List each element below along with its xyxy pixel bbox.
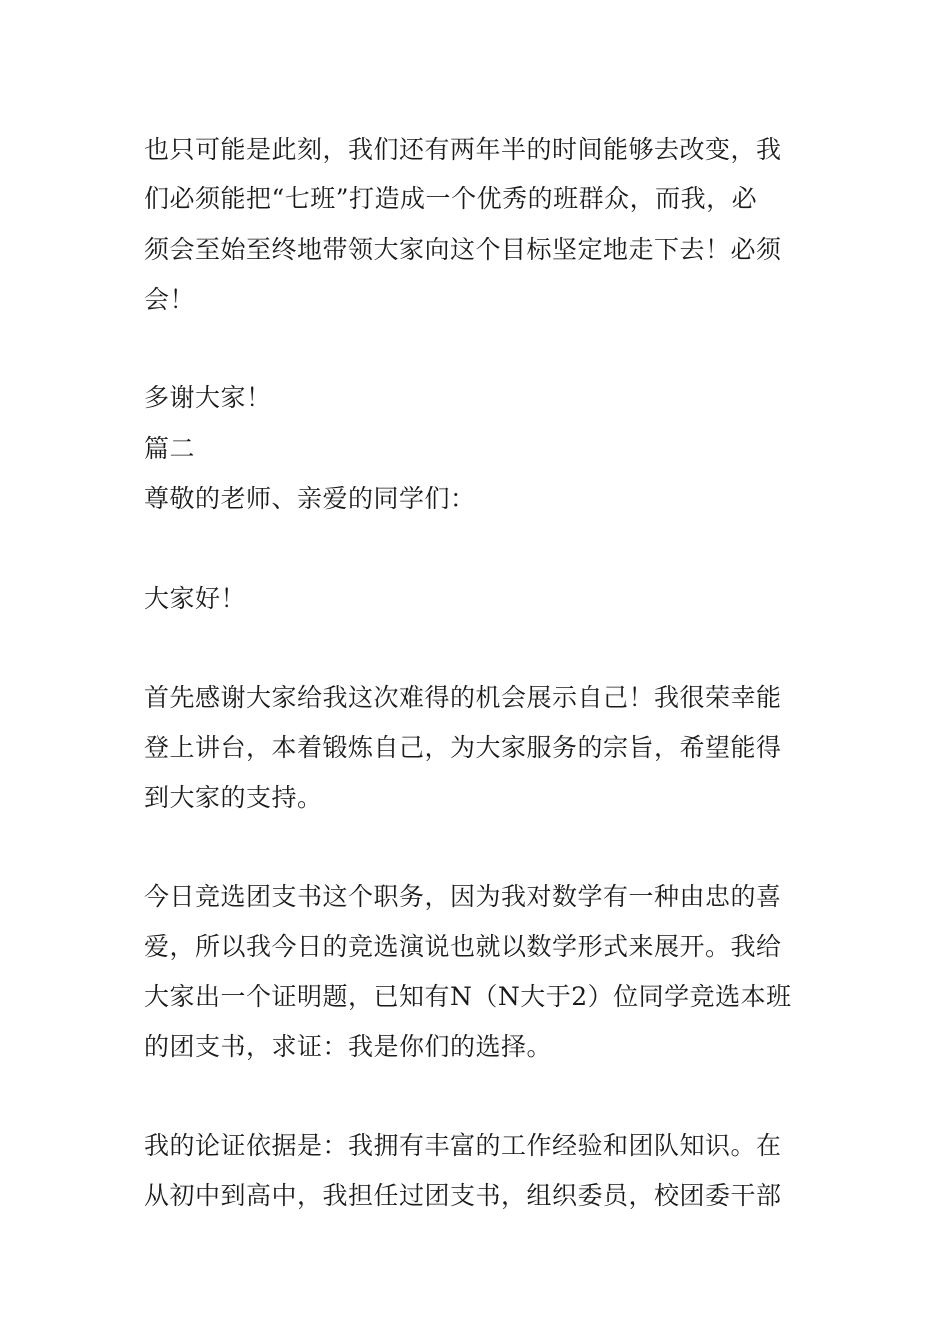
text-line: 今日竞选团支书这个职务，因为我对数学有一种由忠的喜 — [144, 882, 782, 911]
text-line: 也只可能是此刻，我们还有两年半的时间能够去改变，我 — [144, 135, 782, 164]
text-line: 的团支书，求证：我是你们的选择。 — [144, 1032, 553, 1061]
text-line: 爱，所以我今日的竞选演说也就以数学形式来展开。我给 — [144, 932, 782, 961]
text-line: 们必须能把“七班”打造成一个优秀的班群众，而我，必 — [144, 184, 758, 213]
text-line: 从初中到高中，我担任过团支书，组织委员，校团委干部 — [144, 1181, 782, 1210]
text-line: 会！ — [144, 285, 196, 314]
text-line: 须会至始至终地带领大家向这个目标坚定地走下去！必须 — [144, 235, 782, 264]
text-line: 登上讲台，本着锻炼自己，为大家服务的宗旨，希望能得 — [144, 733, 782, 762]
section-heading: 篇二 — [144, 434, 196, 463]
greeting-line: 尊敬的老师、亲爱的同学们： — [144, 484, 476, 513]
text-line: 大家好！ — [144, 584, 247, 613]
text-line: 到大家的支持。 — [144, 783, 323, 812]
text-line: 首先感谢大家给我这次难得的机会展示自己！我很荣幸能 — [144, 683, 782, 712]
text-line: 多谢大家！ — [144, 383, 272, 412]
text-line: 我的论证依据是：我拥有丰富的工作经验和团队知识。在 — [144, 1131, 782, 1160]
text-line: 大家出一个证明题，已知有N（N大于2）位同学竞选本班 — [144, 982, 792, 1011]
